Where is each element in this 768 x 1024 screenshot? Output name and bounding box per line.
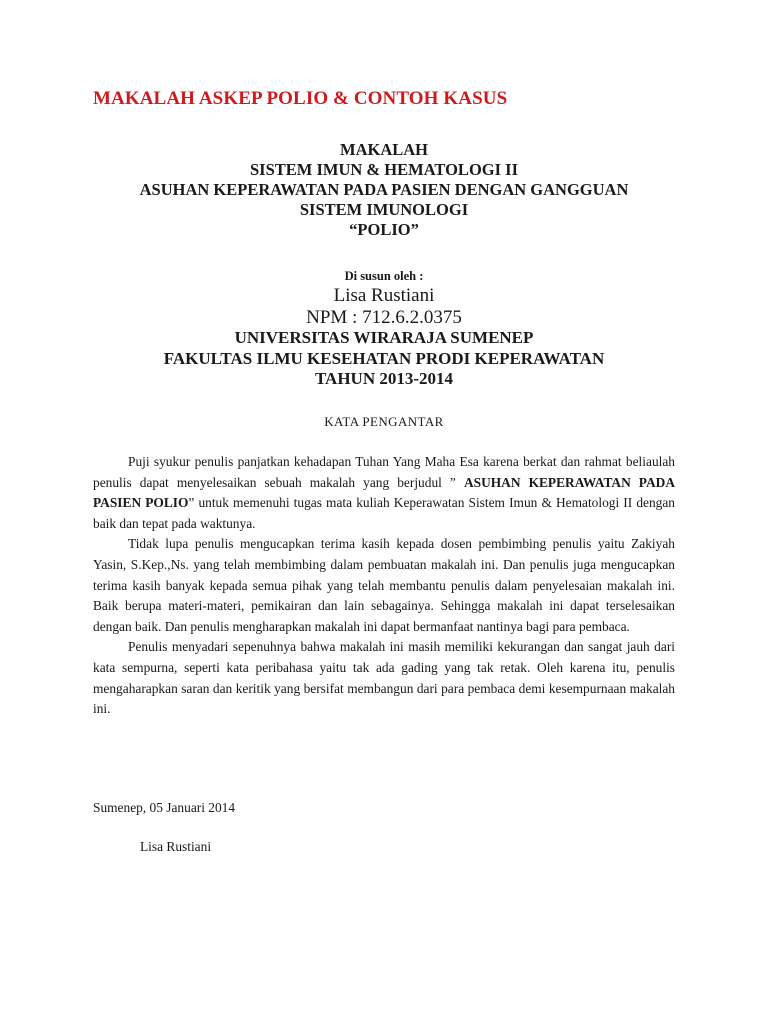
place-date: Sumenep, 05 Januari 2014 [93,800,236,815]
foreword-heading: KATA PENGANTAR [324,414,444,429]
foreword-p1-bold-title: ASUHAN KEPERAWATAN PADA PASIEN POLIO [93,474,676,511]
cover-line-course: SISTEM IMUN & HEMATOLOGI II [249,160,518,179]
cover-line-subject: “POLIO” [349,220,419,239]
student-id: NPM : 712.6.2.0375 [306,307,462,328]
cover-line-topic: ASUHAN KEPERAWATAN PADA PASIEN DENGAN GANGGUAN [139,180,629,199]
document-title: MAKALAH ASKEP POLIO & CONTOH KASUS [93,88,508,109]
foreword-body [93,452,675,720]
institution-block [93,328,675,390]
signature-name: Lisa Rustiani [140,839,212,854]
cover-heading [93,140,675,240]
cover-line-makalah: MAKALAH [340,140,428,159]
cover-line-topic-cont: SISTEM IMUNOLOGI [299,200,469,219]
compiled-by-label: Di susun oleh : [344,269,424,283]
institution-year: TAHUN 2013-2014 [314,369,454,388]
foreword-paragraph-2: Tidak lupa penulis mengucapkan terima kasih kepada dosen pembimbing penulis yaitu Zakiyah Yasin, S.Kep.,Ns. yang telah membimbing dalam pembuatan makalah ini. Dan penulis juga mengucapkan terima kasih banyak kepada semua pihak yang telah membantu penulis dalam penyelesaian makalah ini. Baik berupa materi-materi, pemikairan dan lain sebagainya. Sehingga makalah ini dapat terselesaikan dengan baik. Dan penulis mengharapkan makalah ini dapat bermanfaat nantinya bagi para pembaca. [93,536,675,634]
foreword-paragraph-1 [93,452,675,534]
institution-faculty: FAKULTAS ILMU KESEHATAN PRODI KEPERAWATAN [163,348,605,368]
author-name: Lisa Rustiani [333,285,435,306]
foreword-p1-text: Puji syukur penulis panjatkan kehadapan Tuhan Yang Maha Esa karena berkat dan rahmat beliaulah penulis dapat menyelesaikan sebuah makalah yang berjudul ” [93,454,675,490]
foreword-paragraph-3: Penulis menyadari sepenuhnya bahwa makalah ini masih memiliki kekurangan dan sangat jauh dari kata sempurna, seperti kata peribahasa yaitu tak ada gading yang tak retak. Oleh karena itu, penulis mengaharapkan saran dan keritik yang bersifat membangun dari para pembaca demi kesempurnaan makalah ini. [93,639,675,717]
foreword-p1-text-end: ” untuk memenuhi tugas mata kuliah Keperawatan Sistem Imun & Hematologi II dengan baik dan tepat pada waktunya. [93,495,675,531]
institution-university: UNIVERSITAS WIRARAJA SUMENEP [234,328,534,347]
